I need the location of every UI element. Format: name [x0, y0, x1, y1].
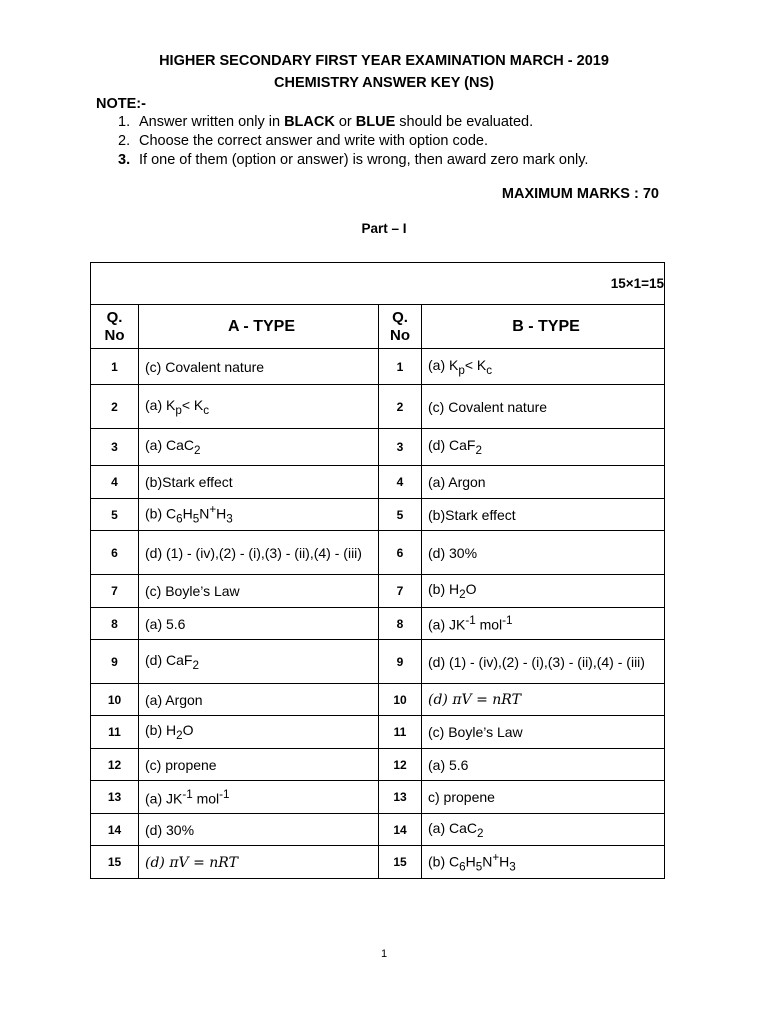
b-type-answer: (d) πV = nRT — [422, 684, 665, 716]
note-text: Choose the correct answer and write with option code. — [139, 133, 488, 149]
a-question-number: 3 — [91, 429, 139, 466]
b-question-number: 11 — [379, 716, 422, 749]
a-question-number: 1 — [91, 349, 139, 385]
a-question-number: 6 — [91, 531, 139, 575]
b-type-answer: (d) (1) - (iv),(2) - (i),(3) - (ii),(4) - (iii) — [422, 640, 665, 684]
b-type-answer: (c) Boyle’s Law — [422, 716, 665, 749]
b-type-answer: (b)Stark effect — [422, 499, 665, 531]
note-text: Answer written only in BLACK or BLUE should be evaluated. — [139, 114, 534, 130]
qno-header-a: Q. No — [91, 305, 139, 349]
b-type-answer: (a) $K_p< K_c$ — [422, 349, 665, 385]
b-question-number: 4 — [379, 466, 422, 499]
a-type-answer: (d) (1) - (iv),(2) - (i),(3) - (ii),(4) - (iii) — [139, 531, 379, 575]
a-question-number: 10 — [91, 684, 139, 716]
b-question-number: 7 — [379, 575, 422, 608]
table-row — [91, 781, 665, 814]
answer-key-table — [90, 262, 665, 879]
a-type-answer: (d) πV = nRT — [139, 846, 379, 879]
b-question-number: 6 — [379, 531, 422, 575]
b-type-answer: (a) 5.6 — [422, 749, 665, 781]
a-question-number: 9 — [91, 640, 139, 684]
table-row — [91, 385, 665, 429]
a-type-answer: (b) $C_6H_5N^+H_3$ — [139, 499, 379, 531]
note-item — [118, 132, 588, 151]
a-type-answer: (c) Boyle’s Law — [139, 575, 379, 608]
part-label: Part – I — [361, 221, 407, 236]
b-type-header: B - TYPE — [422, 305, 665, 349]
table-header-row — [91, 305, 665, 349]
a-question-number: 11 — [91, 716, 139, 749]
b-question-number: 8 — [379, 608, 422, 640]
b-type-answer: (b) $C_6H_5N^+H_3$ — [422, 846, 665, 879]
a-type-answer: (a) CaC$_2$ — [139, 429, 379, 466]
b-question-number: 1 — [379, 349, 422, 385]
b-question-number: 5 — [379, 499, 422, 531]
note-number: 1. — [118, 114, 131, 130]
a-question-number: 13 — [91, 781, 139, 814]
a-question-number: 5 — [91, 499, 139, 531]
maximum-marks: MAXIMUM MARKS : 70 — [501, 186, 659, 202]
table-row — [91, 499, 665, 531]
note-number: 3. — [118, 152, 131, 168]
b-question-number: 12 — [379, 749, 422, 781]
table-row — [91, 814, 665, 846]
table-row — [91, 640, 665, 684]
b-question-number: 13 — [379, 781, 422, 814]
a-type-answer: (a) 5.6 — [139, 608, 379, 640]
a-question-number: 7 — [91, 575, 139, 608]
b-type-answer: (c) Covalent nature — [422, 385, 665, 429]
table-row — [91, 349, 665, 385]
table-row — [91, 608, 665, 640]
a-question-number: 2 — [91, 385, 139, 429]
table-row — [91, 429, 665, 466]
a-question-number: 14 — [91, 814, 139, 846]
notes-list — [118, 113, 588, 170]
b-question-number: 9 — [379, 640, 422, 684]
a-type-answer: (c) propene — [139, 749, 379, 781]
b-type-answer: (b) $H_2O$ — [422, 575, 665, 608]
total-marks: 15×1=15 — [91, 263, 665, 305]
table-row — [91, 531, 665, 575]
b-type-answer: c) propene — [422, 781, 665, 814]
a-question-number: 8 — [91, 608, 139, 640]
a-type-answer: (b) $H_2O$ — [139, 716, 379, 749]
b-type-answer: (d) 30% — [422, 531, 665, 575]
a-type-header: A - TYPE — [139, 305, 379, 349]
table-row — [91, 716, 665, 749]
note-heading: NOTE:- — [96, 96, 146, 112]
b-type-answer: (a) $JK^{-1}$ mol$^{-1}$ — [422, 608, 665, 640]
b-type-answer: (d) CaF$_2$ — [422, 429, 665, 466]
page-number: 1 — [380, 948, 388, 960]
a-question-number: 12 — [91, 749, 139, 781]
total-marks-row — [91, 263, 665, 305]
a-type-answer: (d) CaF$_2$ — [139, 640, 379, 684]
b-type-answer: (a) Argon — [422, 466, 665, 499]
qno-header-b: Q. No — [379, 305, 422, 349]
a-type-answer: (b)Stark effect — [139, 466, 379, 499]
exam-title: HIGHER SECONDARY FIRST YEAR EXAMINATION MARCH - 2019 — [159, 53, 609, 69]
b-question-number: 3 — [379, 429, 422, 466]
a-type-answer: (d) 30% — [139, 814, 379, 846]
table-row — [91, 684, 665, 716]
note-number: 2. — [118, 133, 131, 149]
a-question-number: 15 — [91, 846, 139, 879]
b-question-number: 15 — [379, 846, 422, 879]
table-row — [91, 466, 665, 499]
b-question-number: 14 — [379, 814, 422, 846]
a-type-answer: (a) $K_p< K_c$ — [139, 385, 379, 429]
table-row — [91, 846, 665, 879]
note-item — [118, 113, 588, 132]
answer-key-subtitle: CHEMISTRY ANSWER KEY (NS) — [274, 75, 494, 91]
a-type-answer: (a) $JK^{-1}$ mol$^{-1}$ — [139, 781, 379, 814]
b-question-number: 10 — [379, 684, 422, 716]
table-row — [91, 575, 665, 608]
table-row — [91, 749, 665, 781]
a-type-answer: (c) Covalent nature — [139, 349, 379, 385]
note-item — [118, 151, 588, 170]
b-question-number: 2 — [379, 385, 422, 429]
a-question-number: 4 — [91, 466, 139, 499]
note-text: If one of them (option or answer) is wrong, then award zero mark only. — [139, 152, 589, 168]
b-type-answer: (a) CaC$_2$ — [422, 814, 665, 846]
a-type-answer: (a) Argon — [139, 684, 379, 716]
